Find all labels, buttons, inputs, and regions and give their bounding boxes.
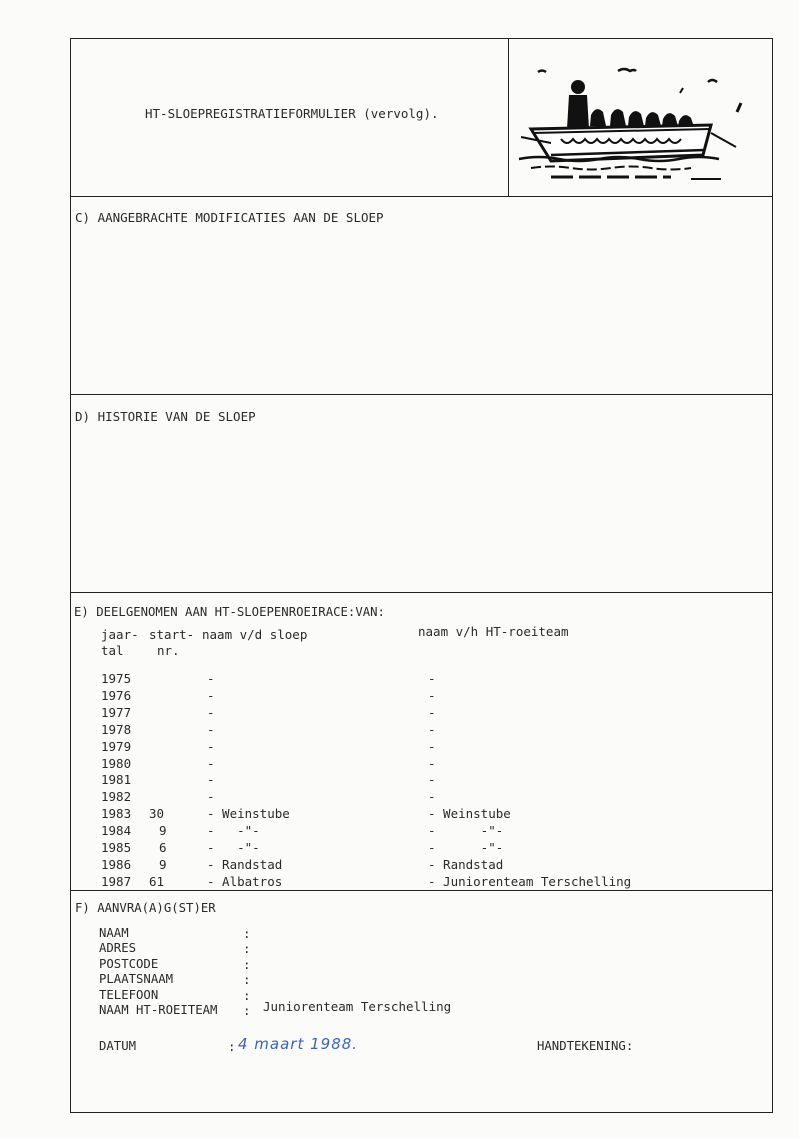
- row-year: 1983: [101, 806, 132, 822]
- field-separator: :: [243, 987, 251, 1003]
- field-label: ADRES: [99, 941, 137, 956]
- field-label: POSTCODE: [99, 956, 159, 971]
- row-team-name: -: [428, 671, 436, 686]
- row-team-name: - Weinstube: [428, 806, 511, 822]
- section-d-heading: D) HISTORIE VAN DE SLOEP: [75, 409, 256, 424]
- field-label: PLAATSNAAM: [99, 972, 174, 987]
- row-team-name: -: [428, 721, 436, 737]
- row-start-number: 61: [149, 873, 165, 889]
- col-year-header-2: tal: [101, 643, 124, 658]
- row-start-number: 9: [159, 823, 167, 839]
- divider-section-d: [71, 592, 772, 593]
- row-start-number: 30: [149, 806, 165, 822]
- row-boat-name: -: [207, 789, 215, 805]
- row-year: 1981: [101, 772, 132, 788]
- row-team-name: - -"-: [428, 823, 504, 839]
- divider-section-e: [71, 890, 772, 891]
- row-year: 1986: [101, 856, 132, 872]
- field-label: NAAM: [99, 926, 129, 940]
- row-boat-name: - -"-: [207, 823, 260, 839]
- row-year: 1977: [101, 704, 132, 720]
- field-separator: :: [243, 1003, 251, 1018]
- divider-section-c: [71, 394, 772, 395]
- row-boat-name: - Albatros: [207, 873, 283, 889]
- row-boat-name: -: [207, 687, 215, 703]
- row-team-name: - -"-: [428, 840, 504, 855]
- row-start-number: 9: [159, 856, 167, 872]
- row-team-name: -: [428, 772, 436, 788]
- row-year: 1987: [101, 873, 132, 889]
- row-team-name: - Juniorenteam Terschelling: [428, 873, 632, 889]
- row-boat-name: -: [207, 704, 215, 720]
- row-team-name: -: [428, 789, 436, 805]
- form-title: HT-SLOEPREGISTRATIEFORMULIER (vervolg).: [145, 106, 439, 121]
- col-boat-header: naam v/d sloep: [202, 627, 308, 642]
- field-separator: :: [243, 956, 251, 972]
- row-team-name: -: [428, 755, 436, 771]
- row-boat-name: -: [207, 738, 215, 754]
- row-team-name: -: [428, 704, 436, 720]
- field-value: Juniorenteam Terschelling: [263, 999, 452, 1014]
- divider-header-vertical: [508, 39, 509, 196]
- row-year: 1980: [101, 755, 132, 771]
- date-value: 4 maart 1988.: [238, 1035, 359, 1053]
- date-separator: :: [228, 1039, 236, 1054]
- rowing-boat-logo: [511, 51, 771, 191]
- field-separator: :: [243, 972, 251, 988]
- row-year: 1975: [101, 671, 132, 686]
- col-team-header: naam v/h HT-roeiteam: [418, 624, 569, 639]
- row-year: 1982: [101, 789, 132, 805]
- row-team-name: -: [428, 687, 436, 703]
- field-label: NAAM HT-ROEITEAM: [99, 1003, 218, 1017]
- date-label: DATUM: [99, 1039, 137, 1053]
- row-year: 1978: [101, 721, 132, 737]
- field-label: TELEFOON: [99, 987, 159, 1002]
- col-start-header-1: start-: [149, 627, 195, 642]
- row-boat-name: -: [207, 772, 215, 788]
- row-boat-name: -: [207, 671, 215, 686]
- row-boat-name: -: [207, 755, 215, 771]
- field-separator: :: [243, 926, 251, 941]
- row-year: 1984: [101, 823, 132, 839]
- col-year-header-1: jaar-: [101, 627, 139, 642]
- row-boat-name: -: [207, 721, 215, 737]
- col-start-header-2: nr.: [157, 643, 180, 658]
- row-year: 1976: [101, 687, 132, 703]
- row-boat-name: - Randstad: [207, 856, 283, 872]
- section-f-heading: F) AANVRA(A)G(ST)ER: [75, 901, 216, 915]
- row-boat-name: - Weinstube: [207, 806, 290, 822]
- signature-label: HANDTEKENING:: [537, 1039, 634, 1053]
- field-separator: :: [243, 941, 251, 957]
- divider-header: [71, 196, 772, 197]
- row-start-number: 6: [159, 840, 167, 855]
- section-e-heading: E) DEELGENOMEN AAN HT-SLOEPENROEIRACE:VAN:: [74, 605, 385, 619]
- row-boat-name: - -"-: [207, 840, 260, 855]
- row-team-name: -: [428, 738, 436, 754]
- row-team-name: - Randstad: [428, 856, 504, 872]
- row-year: 1979: [101, 738, 132, 754]
- row-year: 1985: [101, 840, 132, 855]
- registration-form: [70, 38, 773, 1113]
- section-c-heading: C) AANGEBRACHTE MODIFICATIES AAN DE SLOEP: [75, 210, 384, 225]
